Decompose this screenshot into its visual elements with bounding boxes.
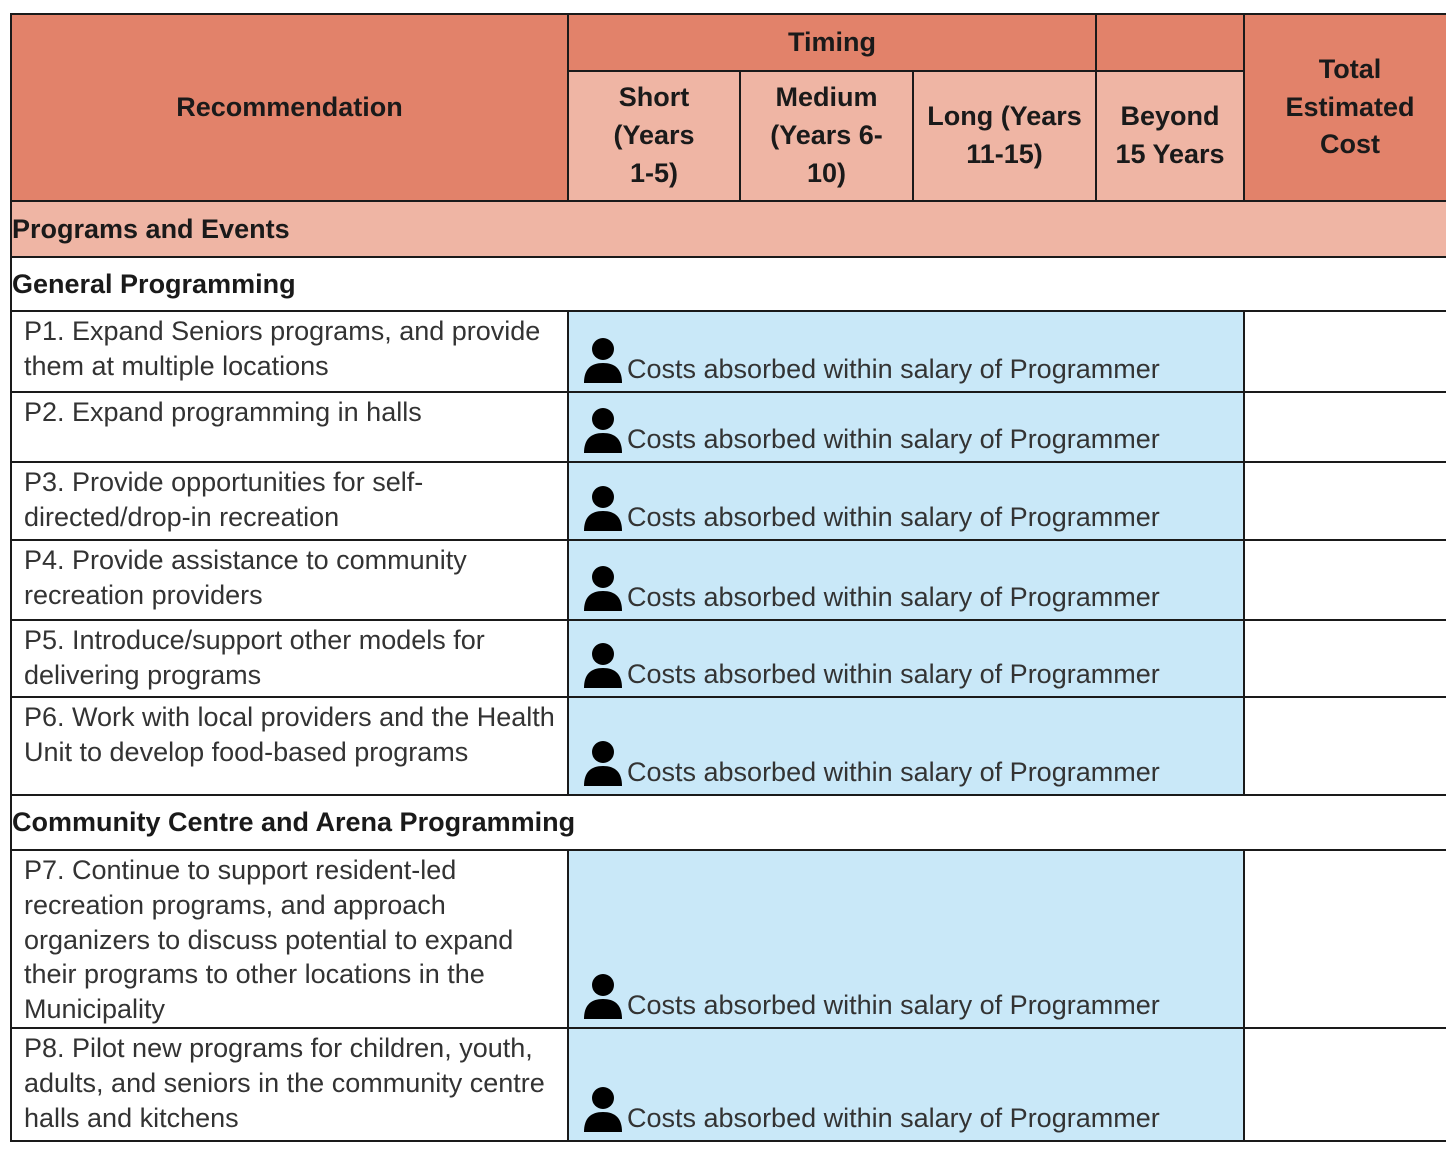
header-recommendation: Recommendation xyxy=(11,14,568,201)
person-icon xyxy=(581,337,625,385)
header-timing: Timing xyxy=(568,14,1096,71)
header-long-label: Long (Years 11-15) xyxy=(927,101,1082,169)
person-icon xyxy=(581,740,625,788)
total-cost-cell xyxy=(1244,1028,1446,1141)
recommendation-cell: P6. Work with local providers and the Health Unit to develop food-based programs xyxy=(11,697,568,795)
timing-bar xyxy=(568,620,1244,697)
table-row xyxy=(11,540,1446,620)
cost-note: Costs absorbed within salary of Programmer xyxy=(627,990,1160,1021)
timing-bar xyxy=(568,392,1244,462)
person-icon xyxy=(581,642,625,690)
header-long xyxy=(913,71,1096,201)
timing-content xyxy=(581,1086,1243,1134)
table-row xyxy=(11,697,1446,795)
total-cost-cell xyxy=(1244,620,1446,697)
total-cost-cell xyxy=(1244,311,1446,392)
table-row xyxy=(11,1028,1446,1141)
timing-content xyxy=(581,337,1243,385)
timing-content xyxy=(581,485,1243,533)
total-cost-cell xyxy=(1244,392,1446,462)
timing-bar xyxy=(568,540,1244,620)
person-icon xyxy=(581,973,625,1021)
recommendation-cell: P1. Expand Seniors programs, and provide them at multiple locations xyxy=(11,311,568,392)
table-row xyxy=(11,311,1446,392)
timing-bar xyxy=(568,311,1244,392)
table-row xyxy=(11,850,1446,1028)
recommendation-cell: P8. Pilot new programs for children, youth, adults, and seniors in the community centre halls and kitchens xyxy=(11,1028,568,1141)
header-total-cost-label: Total Estimated Cost xyxy=(1285,53,1415,160)
cost-note: Costs absorbed within salary of Programmer xyxy=(627,502,1160,532)
header-total-cost xyxy=(1244,14,1446,201)
subsection-general-programming: General Programming xyxy=(11,257,1446,311)
cost-note: Costs absorbed within salary of Programmer xyxy=(627,354,1160,384)
section-programs-and-events: Programs and Events xyxy=(11,201,1446,257)
header-short-label: Short (Years 1-5) xyxy=(613,82,695,188)
timing-bar xyxy=(568,462,1244,540)
total-cost-cell xyxy=(1244,540,1446,620)
recommendation-cell: P5. Introduce/support other models for delivering programs xyxy=(11,620,568,697)
timing-bar xyxy=(568,697,1244,795)
table-row xyxy=(11,392,1446,462)
timing-content xyxy=(581,407,1243,455)
person-icon xyxy=(581,407,625,455)
timing-bar xyxy=(568,1028,1244,1141)
implementation-table xyxy=(10,13,1446,1142)
timing-bar xyxy=(568,850,1244,1028)
cost-note: Costs absorbed within salary of Programmer xyxy=(627,1103,1160,1134)
recommendation-cell: P3. Provide opportunities for self-directed/drop-in recreation xyxy=(11,462,568,540)
person-icon xyxy=(581,565,625,613)
cost-note: Costs absorbed within salary of Programmer xyxy=(627,582,1160,612)
total-cost-cell xyxy=(1244,850,1446,1028)
header-medium-label: Medium (Years 6-10) xyxy=(770,82,883,188)
header-beyond-label: Beyond 15 Years xyxy=(1115,101,1225,169)
recommendation-cell: P4. Provide assistance to community recreation providers xyxy=(11,540,568,620)
header-timing-blank xyxy=(1096,14,1244,71)
timing-content xyxy=(581,740,1243,788)
header-beyond xyxy=(1096,71,1244,201)
timing-content xyxy=(581,973,1243,1021)
header-short xyxy=(568,71,740,201)
recommendation-cell: P2. Expand programming in halls xyxy=(11,392,568,462)
table-row xyxy=(11,620,1446,697)
header-medium xyxy=(740,71,913,201)
cost-note: Costs absorbed within salary of Programmer xyxy=(627,659,1160,689)
person-icon xyxy=(581,1086,625,1134)
cost-note: Costs absorbed within salary of Programmer xyxy=(627,757,1160,787)
subsection-community-centre-programming: Community Centre and Arena Programming xyxy=(11,795,1446,850)
timing-content xyxy=(581,565,1243,613)
cost-note: Costs absorbed within salary of Programmer xyxy=(627,424,1160,454)
table-row xyxy=(11,462,1446,540)
person-icon xyxy=(581,485,625,533)
timing-content xyxy=(581,642,1243,690)
total-cost-cell xyxy=(1244,697,1446,795)
total-cost-cell xyxy=(1244,462,1446,540)
recommendation-cell: P7. Continue to support resident-led recreation programs, and approach organizers to discuss potential to expand their programs to other locations in the Municipality xyxy=(11,850,568,1028)
